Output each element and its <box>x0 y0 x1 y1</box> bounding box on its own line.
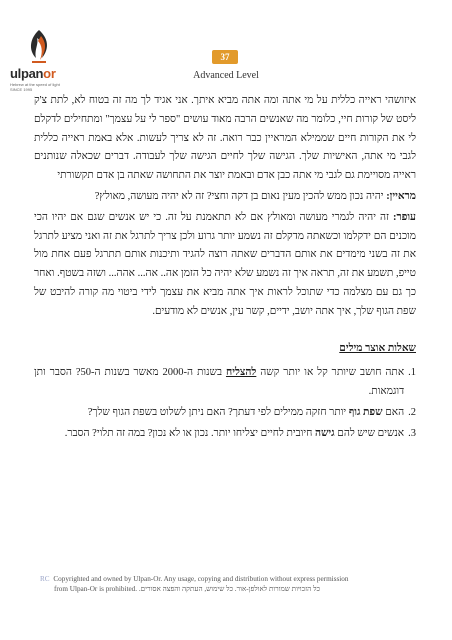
logo-tagline: Hebrew at the speed of light SINCE 1995 <box>10 82 60 92</box>
question-text: אתה חושב שיותר קל או יותר קשה להצליח בשנות ה-2000 מאשר בשנות ה-50? הסבר ותן דוגמאות. <box>34 367 405 398</box>
speaker-label: עופר: <box>393 211 416 223</box>
copyright-footer <box>40 574 430 594</box>
question-text: אנשים שיש להם גישה חיובית לחיים יצליחו יותר. נכון או לא נכון? במה זה תלוי? הסבר. <box>64 427 405 439</box>
footer-line-2: from Ulpan-Or is prohibited. כל הזכויות שמורות לאולפן-אור. כל שימוש, העתקה והפצה אסורים. <box>54 585 320 593</box>
level-label: Advanced Level <box>193 70 259 81</box>
paragraph-ofer: עופר: זה יהיה לגמרי מעושה ומאולץ אם לא תתאמנת על זה. כי יש אנשים שגם אם יהיו הכי מוכנים הם ידקלמו וכשאתה מדקלם זה נשמע יותר גרוע ולכן צריך לתרגל את זה ואני מציע לתרגל את זה בשני מימדים את אותם הדברים שאתה רוצה להגיד ותיכנות אותם תתרגל פעם אחת מול טייפ, תשמע את זה, תראה איך זה נשמע שלא יהיה כל הזמן אה.. אה... אהה... ושזה בשטף. ואחר כך גם עם מצלמה כדי שתוכל לראות איך אתה מביא את עצמך לידי ביטוי מה קורה להיבט של שפת הגוף שלך, איך אתה יושב, ידיים, קשר עין, אנשים לא מודעים. <box>34 211 416 317</box>
question-number: 2. <box>408 406 416 418</box>
footer-rc-mark: RC <box>40 575 50 583</box>
question-number: 1. <box>408 367 416 379</box>
logo-wordmark: ulpanor <box>10 66 56 81</box>
speaker-label: מראיין: <box>386 190 416 202</box>
question-number: 3. <box>408 427 416 439</box>
question-text: האם שפת גוף יותר חזקה ממילים לפי דעתך? האם ניתן לשלוט בשפת הגוף שלך? <box>87 406 405 418</box>
flame-logo-icon <box>26 28 52 66</box>
footer-line-1: RC Copyrighted and owned by Ulpan-Or. Any usage, copying and distribution without express permission <box>40 575 349 583</box>
paragraph-interviewer: מראיין: יהיה נכון ממש להכין מעין נאום בן דקה וחצי? זה לא יהיה מעושה, מאולץ? <box>94 190 416 202</box>
ulpan-or-logo <box>6 28 66 94</box>
page-number-badge: 37 <box>212 50 238 64</box>
vocab-question <box>34 404 416 423</box>
vocab-question <box>34 364 416 402</box>
vocab-section-title: שאלות אוצר מילים <box>339 342 416 354</box>
vocab-question <box>34 425 416 444</box>
page-content <box>34 92 416 446</box>
paragraph-intro: איזושהי ראייה כללית על מי אתה ומה אתה מביא איתך. אני אגיד לך מה זה בטוח לא, לתת צ'ק ליסט של קורות חיי, כלומר מה שאנשים הרבה מאוד עושים "ספר לי על עצמך" ומתחילים לדקלם לי את הקורות חיים שממילא המראיין כבר רואה. זה לא צריך לעשות. אלא באמת ראייה כללית לגבי מי אתה, האישיות שלך. הגישה שלך לחיים הגישה שלך לעבודה. דברים שכאלה שנותנים ראייה מסויימת גם לגבי מי אתה כבן אדם ובאמת יוצר את התחושה שאתה בן אדם תקשורתי <box>34 95 416 182</box>
